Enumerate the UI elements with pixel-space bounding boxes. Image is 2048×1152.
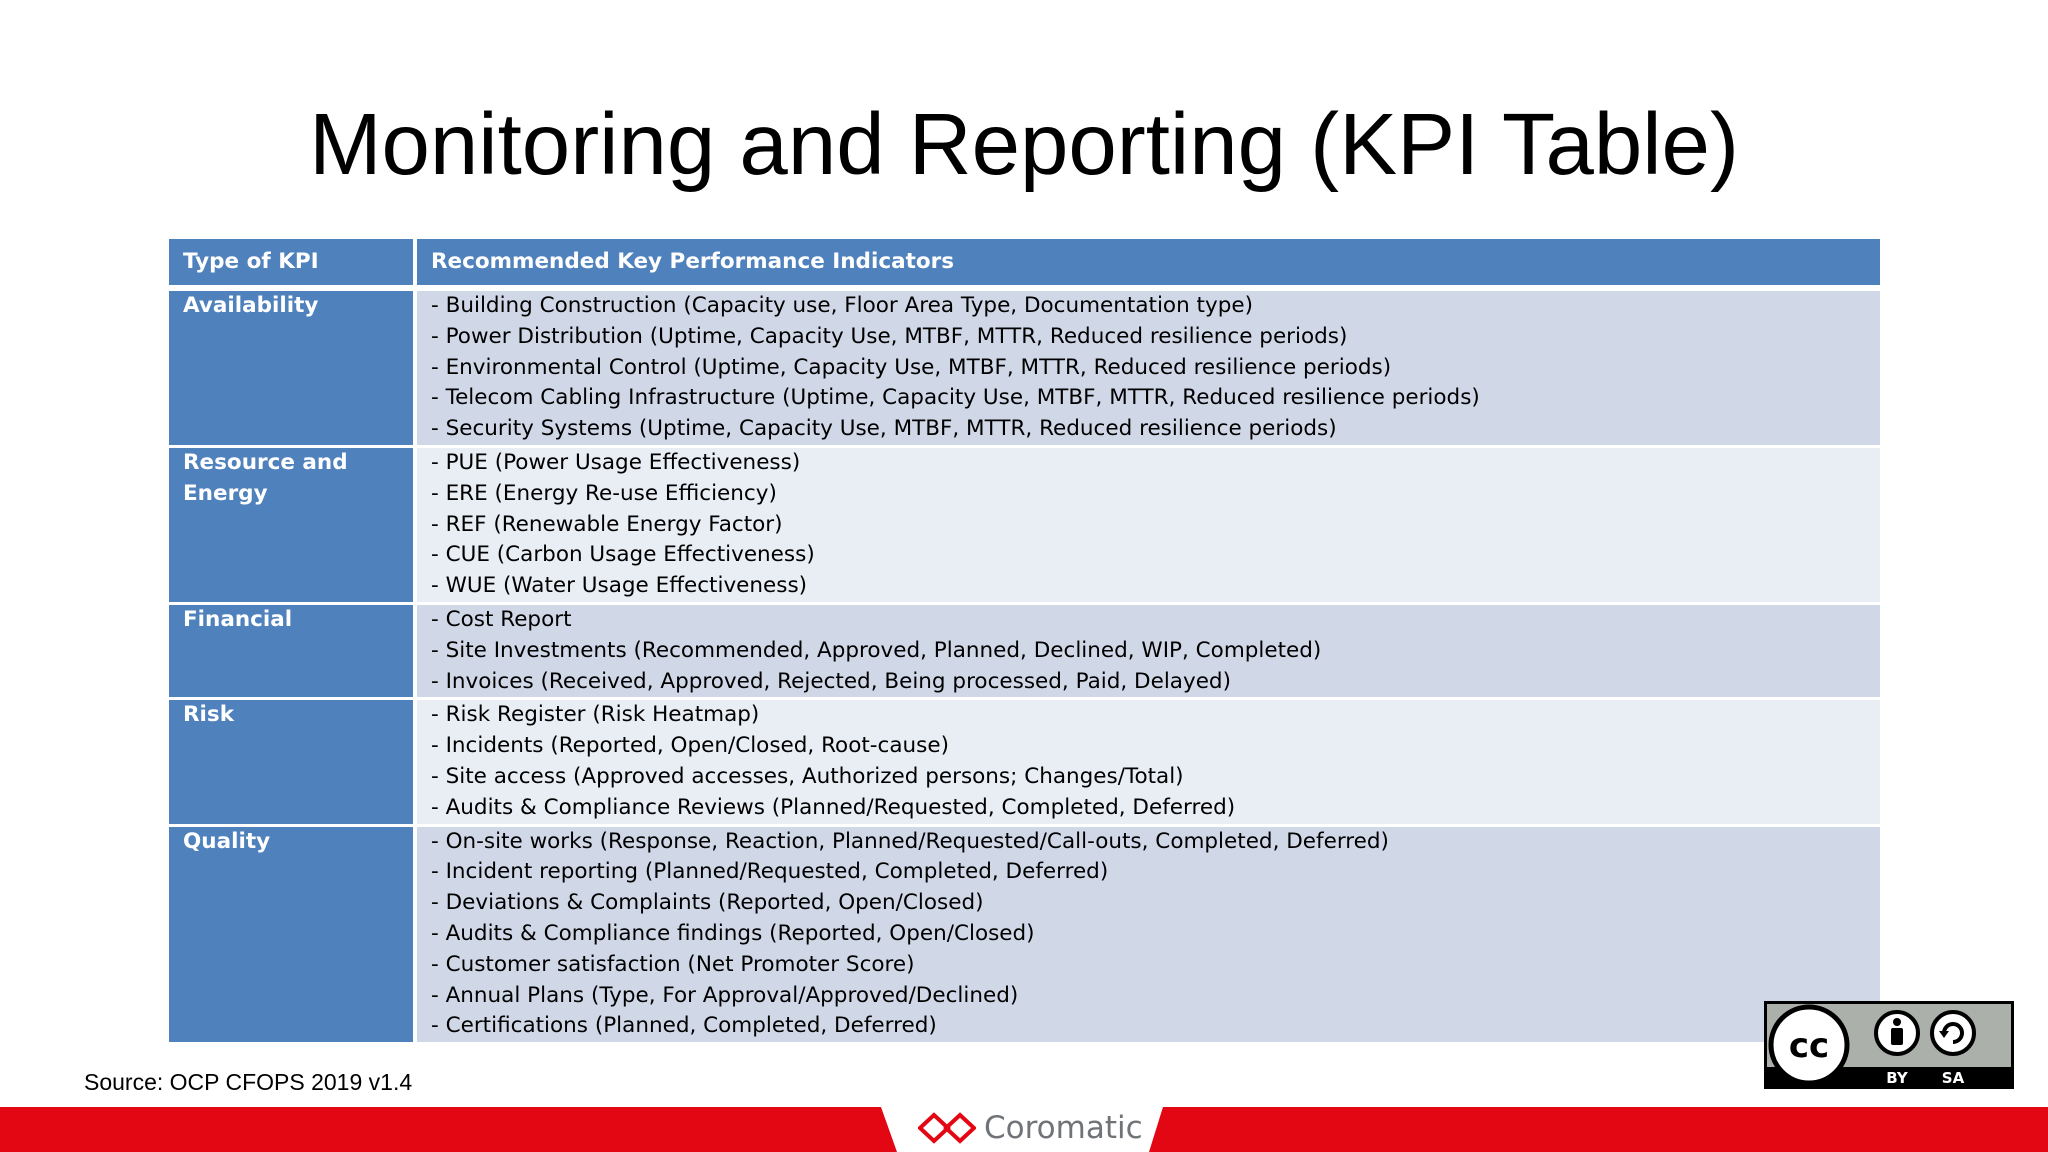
indicator-line: - Incident reporting (Planned/Requested, Completed, Deferred) (431, 859, 1109, 885)
indicator-line: - Environmental Control (Uptime, Capacity Use, MTBF, MTTR, Reduced resilience periods) (431, 354, 1392, 380)
creative-commons-by-sa-icon (1764, 1001, 2014, 1089)
table-row-risk (169, 700, 1880, 826)
indicator-line: - Incidents (Reported, Open/Closed, Root-cause) (431, 733, 949, 759)
coromatic-logo-icon (918, 1112, 976, 1144)
indicator-line: - ERE (Energy Re-use Efficiency) (431, 480, 777, 506)
indicator-line: - Power Distribution (Uptime, Capacity Use, MTBF, MTTR, Reduced resilience periods) (431, 323, 1348, 349)
indicator-line: - PUE (Power Usage Effectiveness) (431, 449, 801, 475)
indicator-line: - Audits & Compliance findings (Reported, Open/Closed) (431, 920, 1035, 946)
kpi-type-line: Resource and (183, 449, 348, 475)
indicator-line: - Audits & Compliance Reviews (Planned/Requested, Completed, Deferred) (431, 794, 1236, 820)
indicator-line: - Building Construction (Capacity use, Floor Area Type, Documentation type) (431, 293, 1253, 318)
table-row-financial (169, 605, 1880, 700)
indicator-line: - Cost Report (431, 606, 572, 632)
source-note: Source: OCP CFOPS 2019 v1.4 (84, 1069, 413, 1095)
indicator-line: - REF (Renewable Energy Factor) (431, 511, 783, 537)
brand-logo (918, 1107, 1143, 1149)
kpi-indicators-cell (417, 448, 1880, 605)
indicator-line: - Invoices (Received, Approved, Rejected, Being processed, Paid, Delayed) (431, 668, 1231, 694)
kpi-indicators-cell (417, 605, 1880, 700)
slide-title: Monitoring and Reporting (KPI Table) (309, 96, 1739, 193)
kpi-indicators-cell (417, 291, 1880, 448)
kpi-table (169, 239, 1880, 1042)
indicator-line: - On-site works (Response, Reaction, Planned/Requested/Call-outs, Completed, Deferred) (431, 828, 1389, 854)
kpi-type-cell (169, 448, 417, 605)
kpi-type-cell: Quality (169, 827, 417, 1043)
indicator-line: - Annual Plans (Type, For Approval/Approved/Declined) (431, 982, 1019, 1008)
sa-label: SA (1941, 1069, 1965, 1087)
indicator-line: - Telecom Cabling Infrastructure (Uptime, Capacity Use, MTBF, MTTR, Reduced resilience periods) (431, 385, 1480, 411)
indicator-line: - Certifications (Planned, Completed, Deferred) (431, 1013, 937, 1039)
indicator-line: - Site Investments (Recommended, Approved, Planned, Declined, WIP, Completed) (431, 637, 1322, 663)
indicator-line: - Customer satisfaction (Net Promoter Score) (431, 951, 915, 977)
indicator-line: - WUE (Water Usage Effectiveness) (431, 573, 808, 599)
kpi-type-cell: Availability (169, 291, 417, 448)
header-type-of-kpi: Type of KPI (169, 239, 417, 291)
kpi-type-cell: Financial (169, 605, 417, 700)
kpi-indicators-cell (417, 700, 1880, 826)
header-recommended-kpis: Recommended Key Performance Indicators (417, 239, 1880, 291)
brand-name: Coromatic (984, 1110, 1143, 1146)
indicator-line: - Deviations & Complaints (Reported, Open/Closed) (431, 890, 984, 916)
table-row-resource-and-energy (169, 448, 1880, 605)
table-row-availability (169, 291, 1880, 448)
table-row-quality (169, 827, 1880, 1043)
indicator-line: - Security Systems (Uptime, Capacity Use, MTBF, MTTR, Reduced resilience periods) (431, 416, 1337, 442)
by-label: BY (1886, 1069, 1908, 1087)
kpi-type-cell: Risk (169, 700, 417, 826)
indicator-line: - Risk Register (Risk Heatmap) (431, 702, 760, 728)
indicator-line: - Site access (Approved accesses, Authorized persons; Changes/Total) (431, 763, 1184, 789)
indicator-line: - CUE (Carbon Usage Effectiveness) (431, 542, 815, 568)
kpi-indicators-cell (417, 827, 1880, 1043)
kpi-type-line: Energy (183, 480, 268, 506)
cc-label: cc (1788, 1026, 1830, 1066)
table-header-row (169, 239, 1880, 291)
